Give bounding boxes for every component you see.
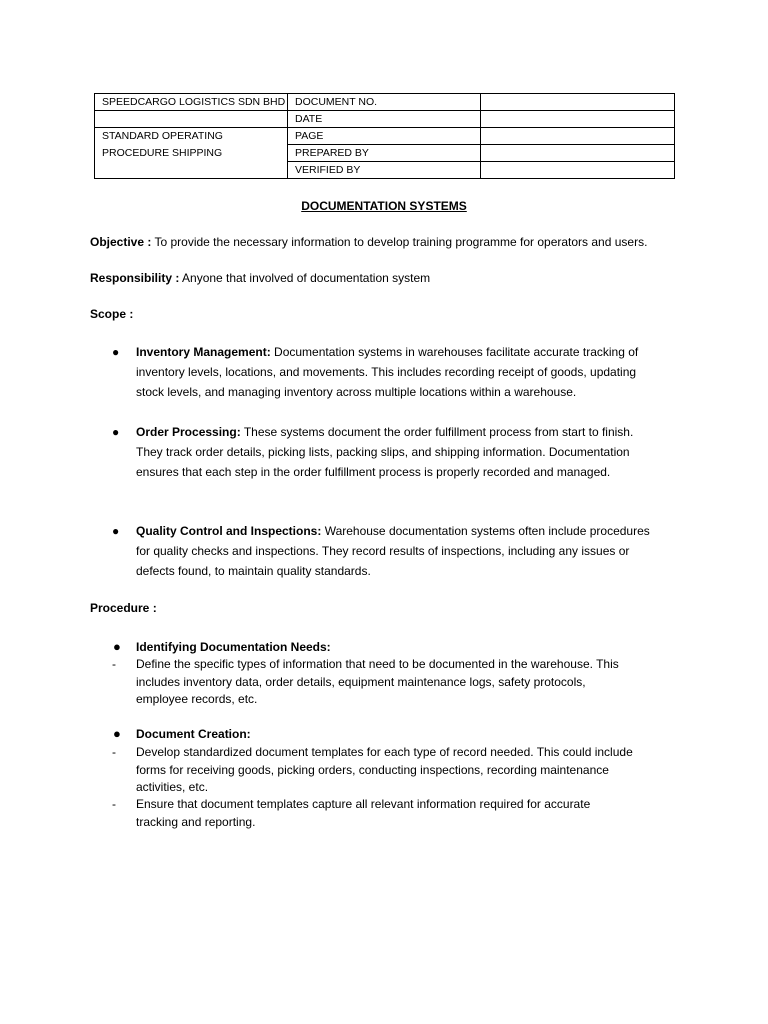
field-page: PAGE — [288, 128, 481, 145]
field-prepared-by: PREPARED BY — [288, 145, 481, 162]
sop-title: STANDARD OPERATING PROCEDURE SHIPPING — [95, 128, 288, 179]
scope-line: ensures that each step in the order fulfillment process is properly recorded and managed. — [136, 465, 611, 479]
scope-item-text: These systems document the order fulfillment process from start to finish. — [243, 425, 634, 439]
value-prepared-by — [481, 145, 675, 162]
field-date: DATE — [288, 111, 481, 128]
header-table — [94, 93, 675, 179]
value-date — [481, 111, 675, 128]
scope-line: defects found, to maintain quality standards. — [136, 564, 371, 578]
scope-item — [112, 521, 696, 581]
procedure-label: Procedure : — [90, 601, 157, 615]
procedure-section-heading — [113, 639, 331, 654]
procedure-line: Define the specific types of information that need to be documented in the warehouse. This — [136, 657, 619, 671]
dash-icon: - — [112, 797, 116, 811]
scope-label: Scope : — [90, 307, 134, 321]
procedure-section-title: Document Creation: — [136, 727, 251, 741]
procedure-line: Ensure that document templates capture all relevant information required for accurate — [136, 797, 591, 811]
page-title: DOCUMENTATION SYSTEMS — [301, 199, 467, 213]
scope-line: inventory levels, locations, and movements. This includes recording receipt of goods, updating — [136, 365, 637, 379]
procedure-line: forms for receiving goods, picking orders, conducting inspections, recording maintenance — [136, 762, 609, 777]
procedure-section-heading — [113, 726, 251, 741]
procedure-heading — [90, 601, 157, 615]
responsibility-text: Anyone that involved of documentation system — [182, 271, 431, 285]
scope-item — [112, 422, 696, 482]
scope-item — [112, 342, 696, 402]
scope-line — [136, 521, 696, 541]
bullet-icon: ● — [112, 524, 120, 538]
scope-item-heading: Order Processing: — [136, 425, 241, 439]
procedure-line: tracking and reporting. — [136, 814, 256, 829]
bullet-icon: ● — [113, 639, 121, 654]
responsibility-label: Responsibility : — [90, 271, 180, 285]
company-name: SPEEDCARGO LOGISTICS SDN BHD — [95, 94, 288, 111]
field-verified-by: VERIFIED BY — [288, 162, 481, 179]
value-document-no — [481, 94, 675, 111]
objective-label: Objective : — [90, 235, 152, 249]
bullet-icon: ● — [112, 425, 120, 439]
procedure-item — [112, 744, 666, 797]
scope-line: stock levels, and managing inventory across multiple locations within a warehouse. — [136, 385, 577, 399]
scope-item-text: Documentation systems in warehouses facilitate accurate tracking of — [274, 345, 639, 359]
scope-item-text: Warehouse documentation systems often include procedures — [324, 524, 650, 538]
procedure-item — [112, 796, 666, 831]
responsibility — [90, 271, 430, 285]
scope-item-heading: Quality Control and Inspections: — [136, 524, 322, 538]
scope-item-heading: Inventory Management: — [136, 345, 271, 359]
objective-text: To provide the necessary information to develop training programme for operators and users. — [154, 235, 648, 249]
procedure-section-title: Identifying Documentation Needs: — [136, 640, 331, 654]
scope-line: for quality checks and inspections. They record results of inspections, including any issues or — [136, 544, 630, 558]
procedure-line: employee records, etc. — [136, 692, 258, 706]
bullet-icon: ● — [112, 345, 120, 359]
procedure-line: includes inventory data, order details, equipment maintenance logs, safety protocols, — [136, 674, 586, 689]
bullet-icon: ● — [113, 726, 121, 741]
scope-line — [136, 342, 696, 362]
blank-cell — [95, 111, 288, 128]
procedure-line: Develop standardized document templates for each type of record needed. This could include — [136, 745, 633, 759]
value-verified-by — [481, 162, 675, 179]
objective — [90, 235, 647, 249]
procedure-item — [112, 656, 666, 709]
field-document-no: DOCUMENT NO. — [288, 94, 481, 111]
procedure-line: activities, etc. — [136, 780, 209, 794]
dash-icon: - — [112, 745, 116, 759]
dash-icon: - — [112, 657, 116, 671]
scope-heading — [90, 307, 133, 321]
scope-line: They track order details, picking lists, packing slips, and shipping information. Documentation — [136, 445, 630, 459]
value-page — [481, 128, 675, 145]
scope-line — [136, 422, 696, 442]
